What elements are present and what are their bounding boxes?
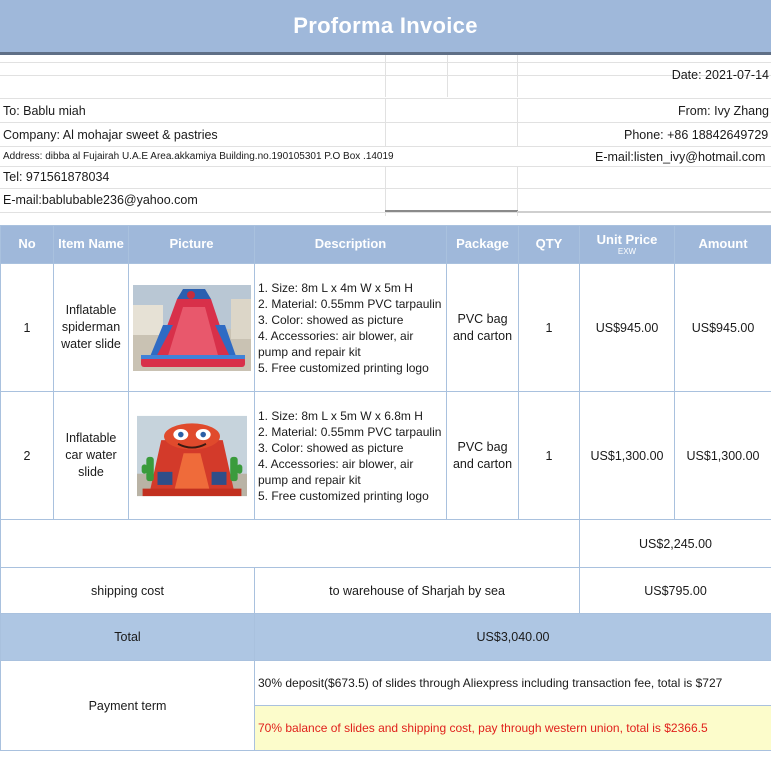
grid-line [0, 146, 771, 147]
shipping-row [1, 568, 771, 614]
grid-line [517, 55, 518, 97]
invoice-table [0, 225, 771, 751]
description-line: 5. Free customized printing logo [258, 488, 429, 503]
buyer-tel: Tel: 971561878034 [3, 170, 110, 184]
subtotal-empty-cell [1, 520, 580, 568]
buyer-address: Address: dibba al Fujairah U.A.E Area.akkamiya Building.no.190105301 P.O Box .14019 [3, 151, 394, 162]
item-no: 2 [1, 392, 54, 520]
table-row [1, 392, 771, 520]
grid-line [447, 55, 448, 97]
item-picture-cell [129, 392, 255, 520]
description-line: pump and repair kit [258, 472, 361, 487]
item-name: Inflatable car water slide [54, 392, 129, 520]
seller-phone: Phone: +86 18842649729 [624, 128, 769, 142]
table-row [1, 264, 771, 392]
payment-deposit-note: 30% deposit($673.5) of slides through Aliexpress including transaction fee, total is $727 [255, 661, 771, 706]
item-amount: US$945.00 [675, 264, 771, 392]
description-line: 1. Size: 8m L x 4m W x 5m H [258, 280, 413, 295]
shipping-label: shipping cost [1, 568, 255, 614]
grid-line [385, 55, 386, 97]
col-header-no: No [1, 226, 54, 264]
description-line: pump and repair kit [258, 344, 361, 359]
invoice-title: Proforma Invoice [0, 0, 771, 52]
cell-border [385, 210, 518, 212]
unit-price-label: Unit Price [596, 232, 658, 248]
description-line: 4. Accessories: air blower, air [258, 328, 414, 343]
total-row [1, 614, 771, 661]
item-name: Inflatable spiderman water slide [54, 264, 129, 392]
car-slide-photo [137, 406, 247, 506]
cell-border [517, 211, 771, 213]
item-package: PVC bag and carton [447, 392, 519, 520]
description-line: 3. Color: showed as picture [258, 440, 404, 455]
buyer-email: E-mail:bablubable236@yahoo.com [3, 193, 198, 207]
total-amount: US$3,040.00 [255, 614, 771, 661]
col-header-item-name: Item Name [54, 226, 129, 264]
col-header-package: Package [447, 226, 519, 264]
col-header-description: Description [255, 226, 447, 264]
grid-line [385, 166, 386, 216]
description-line: 4. Accessories: air blower, air [258, 456, 414, 471]
payment-balance-note: 70% balance of slides and shipping cost, pay through western union, total is $2366.5 [255, 706, 771, 751]
buyer-company: Company: Al mohajar sweet & pastries [3, 128, 218, 142]
item-description [255, 392, 447, 520]
description-line: 2. Material: 0.55mm PVC tarpaulin [258, 296, 442, 311]
description-line: 3. Color: showed as picture [258, 312, 404, 327]
payment-row [1, 661, 771, 706]
item-description [255, 264, 447, 392]
col-header-qty: QTY [519, 226, 580, 264]
seller-email: E-mail:listen_ivy@hotmail.com [595, 150, 766, 164]
invoice-date: Date: 2021-07-14 [671, 68, 769, 82]
item-unit-price: US$1,300.00 [580, 392, 675, 520]
col-header-unit-price [580, 226, 675, 264]
spiderman-slide-photo [133, 285, 251, 371]
item-amount: US$1,300.00 [675, 392, 771, 520]
item-qty: 1 [519, 264, 580, 392]
col-header-picture: Picture [129, 226, 255, 264]
subtotal-row [1, 520, 771, 568]
grid-line [385, 98, 386, 146]
description-line: 1. Size: 8m L x 5m W x 6.8m H [258, 408, 423, 423]
table-header-row [1, 226, 771, 264]
col-header-amount: Amount [675, 226, 771, 264]
description-line: 2. Material: 0.55mm PVC tarpaulin [258, 424, 442, 439]
buyer-to: To: Bablu miah [3, 104, 86, 118]
item-qty: 1 [519, 392, 580, 520]
unit-price-sublabel: EXW [617, 246, 637, 256]
grid-line [517, 166, 518, 216]
seller-from: From: Ivy Zhang [678, 104, 769, 118]
item-picture-cell [129, 264, 255, 392]
item-package: PVC bag and carton [447, 264, 519, 392]
total-label: Total [1, 614, 255, 661]
shipping-amount: US$795.00 [580, 568, 771, 614]
grid-line [517, 98, 518, 146]
description-line: 5. Free customized printing logo [258, 360, 429, 375]
item-unit-price: US$945.00 [580, 264, 675, 392]
shipping-description: to warehouse of Sharjah by sea [255, 568, 580, 614]
item-no: 1 [1, 264, 54, 392]
payment-term-label: Payment term [1, 661, 255, 751]
subtotal-amount: US$2,245.00 [580, 520, 771, 568]
